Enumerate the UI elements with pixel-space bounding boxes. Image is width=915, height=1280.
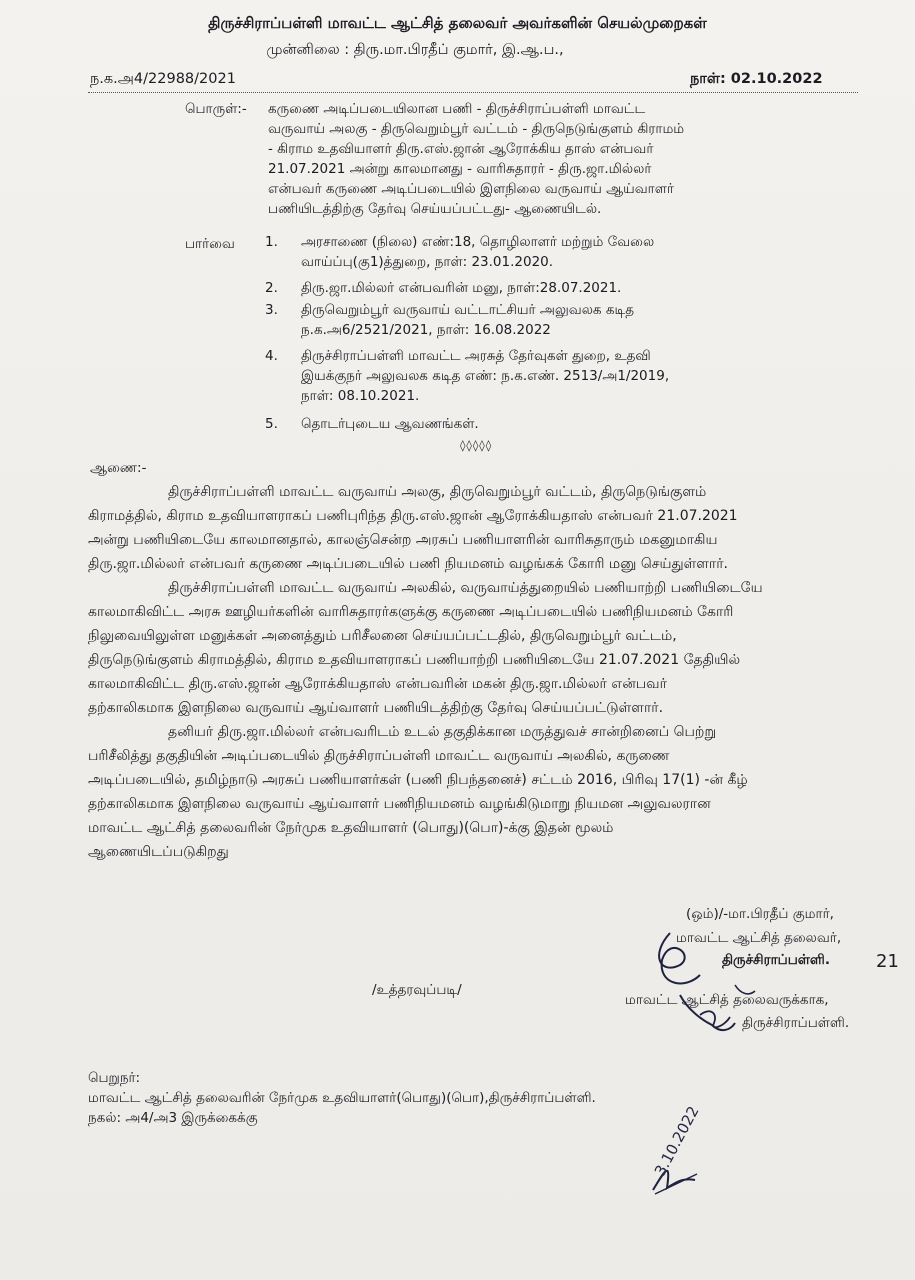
signatory-designation: மாவட்ட ஆட்சித் தலைவர்,	[676, 930, 842, 946]
order-line: மாவட்ட ஆட்சித் தலைவரின் நேர்முக உதவியாளர் (பொது)(பொ)-க்கு இதன் மூலம்	[88, 820, 614, 836]
order-line: தற்காலிகமாக இளநிலை வருவாய் ஆய்வாளர் பணிநியமனம் வழங்கிடுமாறு நியமன அலுவலரான	[88, 796, 711, 812]
reference-item: 4. திருச்சிராப்பள்ளி மாவட்ட அரசுத் தேர்வுகள் துறை, உதவி இயக்குநர் அலுவலக கடித எண்: ந.க.எண். 2513/அ1/2019, நாள்: 08.10.2021.	[265, 348, 670, 404]
copy-to-line: நகல்: அ4/அ3 இருக்கைக்கு	[88, 1110, 258, 1126]
order-line: தனியர் திரு.ஜா.மில்லர் என்பவரிடம் உடல் தகுதிக்கான மருத்துவச் சான்றினைப் பெற்று	[168, 724, 717, 740]
subject-label: பொருள்:-	[185, 101, 247, 117]
order-line: தற்காலிகமாக இளநிலை வருவாய் ஆய்வாளர் பணியிடத்திற்கு தேர்வு செய்யப்பட்டுள்ளார்.	[88, 700, 664, 716]
subject-line: 21.07.2021 அன்று காலமானது - வாரிசுதாரர் - திரு.ஜா.மில்லர்	[268, 161, 652, 177]
order-line: ஆணையிடப்படுகிறது	[88, 844, 229, 860]
document-date: நாள்: 02.10.2022	[690, 71, 823, 87]
reference-number: ந.க.அ4/22988/2021	[90, 71, 236, 87]
order-line: திருச்சிராப்பள்ளி மாவட்ட வருவாய் அலகில், வருவாய்த்துறையில் பணியாற்றி பணியிடையே	[168, 580, 763, 596]
order-line: திருநெடுங்குளம் கிராமத்தில், கிராம உதவியாளராகப் பணியாற்றி பணியிடையே 21.07.2021 தேதியில்	[88, 652, 741, 668]
by-order-mark: /உத்தரவுப்படி/	[372, 982, 462, 998]
signatory-name: (ஒம்)/-மா.பிரதீப் குமார்,	[686, 906, 834, 922]
order-line: காலமாகிவிட்ட திரு.எஸ்.ஜான் ஆரோக்கியதாஸ் என்பவரின் மகன் திரு.ஜா.மில்லர் என்பவர்	[88, 676, 667, 692]
order-line: அன்று பணியிடையே காலமானதால், காலஞ்சென்ற அரசுப் பணியாளரின் வாரிசுதாரும் மகனுமாகிய	[88, 532, 718, 548]
order-line: பரிசீலித்து தகுதியின் அடிப்படையில் திருச்சிராப்பள்ளி மாவட்ட வருவாய் அலகில், கருணை	[88, 748, 670, 764]
for-collector-place: திருச்சிராப்பள்ளி.	[742, 1015, 850, 1031]
handwritten-date: 3.10.2022	[650, 1103, 703, 1179]
subject-line: - கிராம உதவியாளர் திரு.எஸ்.ஜான் ஆரோக்கிய தாஸ் என்பவர்	[268, 141, 654, 157]
order-line: திருச்சிராப்பள்ளி மாவட்ட வருவாய் அலகு, திருவெறும்பூர் வட்டம், திருநெடுங்குளம்	[168, 484, 707, 500]
reference-item: 5. தொடர்புடைய ஆவணங்கள்.	[265, 416, 479, 432]
references-list	[265, 232, 865, 434]
order-line: அடிப்படையில், தமிழ்நாடு அரசுப் பணியாளர்கள் (பணி நிபந்தனைச்) சட்டம் 2016, பிரிவு 17(1) -ன் கீழ்	[88, 772, 748, 788]
order-body	[88, 480, 858, 864]
order-line: நிலுவையிலுள்ள மனுக்கள் அனைத்தும் பரிசீலனை செய்யப்பட்டதில், திருவெறும்பூர் வட்டம்,	[88, 628, 677, 644]
margin-mark: 21	[876, 951, 899, 972]
presence-line: முன்னிலை : திரு.மா.பிரதீப் குமார், இ.ஆ.ப.,	[266, 42, 564, 58]
reference-item: 2. திரு.ஜா.மில்லர் என்பவரின் மனு, நாள்:28.07.2021.	[265, 280, 622, 296]
signatory-place: திருச்சிராப்பள்ளி.	[722, 952, 830, 968]
reference-item: 1. அரசாணை (நிலை) எண்:18, தொழிலாளர் மற்றும் வேலை வாய்ப்பு(கு1)த்துறை, நாள்: 23.01.2020.	[265, 234, 655, 270]
references-label: பார்வை	[185, 236, 235, 252]
handwritten-signature	[640, 915, 770, 1055]
subject-line: வருவாய் அலகு - திருவெறும்பூர் வட்டம் - திருநெடுங்குளம் கிராமம்	[268, 121, 685, 137]
document-title: திருச்சிராப்பள்ளி மாவட்ட ஆட்சித் தலைவர் அவர்களின் செயல்முறைகள்	[208, 14, 707, 32]
subject-block	[268, 99, 848, 219]
order-line: காலமாகிவிட்ட அரசு ஊழியர்களின் வாரிசுதாரர்களுக்கு கருணை அடிப்படையில் பணிநியமனம் கோரி	[88, 604, 734, 620]
order-label: ஆணை:-	[90, 460, 147, 476]
header-divider	[88, 92, 858, 93]
order-line: கிராமத்தில், கிராம உதவியாளராகப் பணிபுரிந்த திரு.எஸ்.ஜான் ஆரோக்கியதாஸ் என்பவர் 21.07.2021	[88, 508, 738, 524]
reference-item: 3. திருவெறும்பூர் வருவாய் வட்டாட்சியர் அலுவலக கடித ந.க.அ6/2521/2021, நாள்: 16.08.2022	[265, 302, 635, 338]
for-collector-line: மாவட்ட ஆட்சித் தலைவருக்காக,	[625, 992, 829, 1008]
recipient-label: பெறுநர்:	[88, 1070, 141, 1086]
order-line: திரு.ஜா.மில்லர் என்பவர் கருணை அடிப்படையில் பணி நியமனம் வழங்கக் கோரி மனு செய்துள்ளார்.	[88, 556, 728, 572]
subject-line: என்பவர் கருணை அடிப்படையில் இளநிலை வருவாய் ஆய்வாளர்	[268, 181, 674, 197]
subject-line: கருணை அடிப்படையிலான பணி - திருச்சிராப்பள்ளி மாவட்ட	[268, 101, 646, 117]
section-separator: ◊◊◊◊◊	[460, 439, 493, 452]
subject-line: பணியிடத்திற்கு தேர்வு செய்யப்பட்டது- ஆணையிடல்.	[268, 201, 602, 217]
recipient-address: மாவட்ட ஆட்சித் தலைவரின் நேர்முக உதவியாளர்(பொது)(பொ),திருச்சிராப்பள்ளி.	[88, 1090, 596, 1106]
